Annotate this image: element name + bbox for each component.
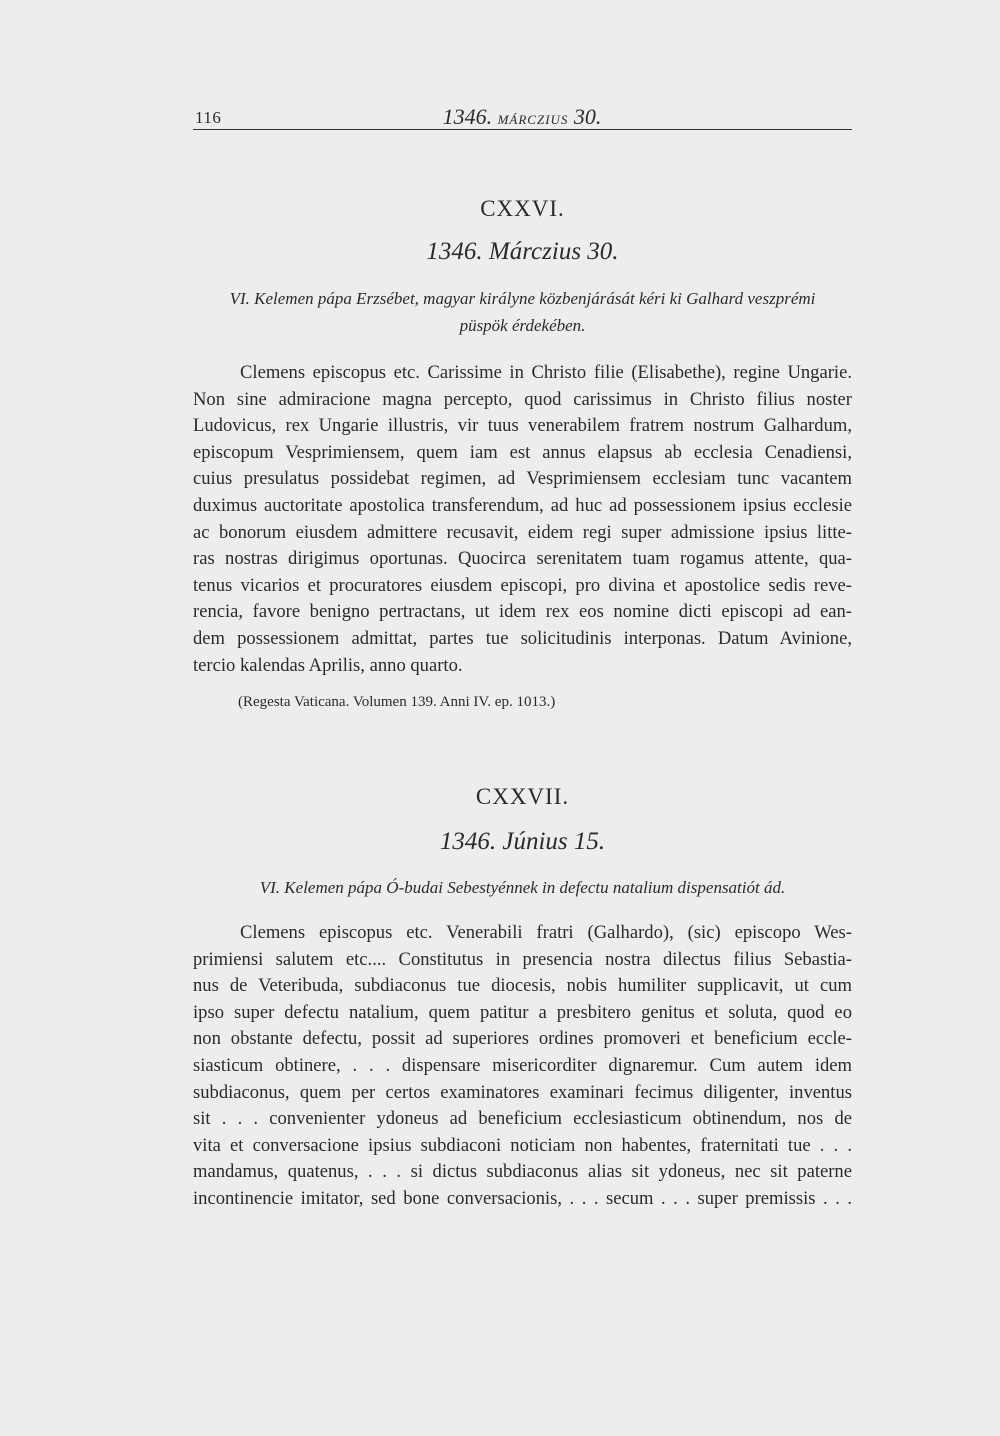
summary-line: püspök érdekében. xyxy=(459,316,586,335)
body-line: vita et conversacione ipsius subdiaconi noticiam non habentes, fraternitati tue . . . xyxy=(193,1134,852,1156)
body-line: subdiaconus, quem per certos examinatores examinari fecimus diligenter, inventus xyxy=(193,1081,852,1103)
document-body xyxy=(193,920,852,1213)
source-citation: (Regesta Vaticana. Volumen 139. Anni IV. ep. 1013.) xyxy=(238,694,556,710)
body-line: nus de Veteribuda, subdiaconus tue diocesis, nobis humiliter supplicavit, ut cum xyxy=(193,975,852,997)
summary-line: VI. Kelemen pápa Ó-budai Sebestyénnek in defectu natalium dispensatiót ád. xyxy=(259,878,786,897)
body-line: incontinencie imitator, sed bone conversacionis, . . . secum . . . super premissis . . . xyxy=(193,1187,852,1209)
document-summary xyxy=(193,285,852,339)
body-line: non obstante defectu, possit ad superiores ordines promoveri et beneficium eccle- xyxy=(193,1028,852,1050)
body-line: episcopum Vesprimiensem, quem iam est annus elapsus ab ecclesia Cenadiensi, xyxy=(193,441,852,463)
body-line: ac bonorum eiusdem admittere recusavit, eidem regi super admissione ipsius litte- xyxy=(193,521,852,543)
body-line: ras nostras dirigimus oportunas. Quocirca serenitatem tuam rogamus attente, qua- xyxy=(193,548,852,570)
running-title-year: 1346. xyxy=(442,104,493,129)
body-line: tenus vicarios et procuratores eiusdem episcopi, pro divina et apostolice sedis reve- xyxy=(193,574,852,596)
document-date: 1346. Június 15. xyxy=(439,828,606,855)
body-line: mandamus, quatenus, . . . si dictus subdiaconus alias sit ydoneus, nec sit paterne xyxy=(193,1161,852,1183)
body-line: Non sine admiracione magna percepto, quod carissimus in Christo filius noster xyxy=(193,388,852,410)
header-rule xyxy=(193,129,852,130)
running-title-month: MÁRCZIUS xyxy=(497,112,569,127)
document-summary xyxy=(193,874,852,901)
body-line: ipso super defectu natalium, quem patitur a presbitero genitus et soluta, quod eo xyxy=(193,1001,852,1023)
page-header xyxy=(193,104,851,130)
page-number: 116 xyxy=(195,108,222,127)
summary-line: VI. Kelemen pápa Erzsébet, magyar királyne közbenjárását kéri ki Galhard veszprémi xyxy=(229,289,816,308)
document-date: 1346. Márczius 30. xyxy=(426,238,619,265)
body-line: cuius presulatus possidebat regimen, ad Vesprimiensem ecclesiam tunc vacantem xyxy=(193,468,852,490)
running-title xyxy=(193,104,851,130)
body-line: primiensi salutem etc.... Constitutus in presencia nostra dilectus filius Sebastia- xyxy=(193,948,852,970)
document-numeral: CXXVII. xyxy=(475,784,570,809)
body-line: Clemens episcopus etc. Venerabili fratri (Galhardo), (sic) episcopo Wes- xyxy=(240,922,852,943)
document-numeral: CXXVI. xyxy=(480,196,565,221)
body-line: tercio kalendas Aprilis, anno quarto. xyxy=(193,654,463,676)
body-line: rencia, favore benigno pertractans, ut idem rex eos nomine dicti episcopi ad ean- xyxy=(193,601,852,623)
running-title-day: 30. xyxy=(573,104,602,129)
body-line: duximus auctoritate apostolica transferendum, ad huc ad possessionem ipsius ecclesie xyxy=(193,494,852,516)
body-line: dem possessionem admittat, partes tue solicitudinis interponas. Datum Avinione, xyxy=(193,627,852,649)
body-line: Ludovicus, rex Ungarie illustris, vir tuus venerabilem fratrem nostrum Galhardum, xyxy=(193,415,852,437)
body-line: Clemens episcopus etc. Carissime in Christo filie (Elisabethe), regine Ungarie. xyxy=(240,362,852,383)
document-body xyxy=(193,360,852,679)
body-line: siasticum obtinere, . . . dispensare misericorditer dignaremur. Cum autem idem xyxy=(193,1054,852,1076)
body-line: sit . . . convenienter ydoneus ad beneficium ecclesiasticum obtinendum, nos de xyxy=(193,1108,852,1130)
